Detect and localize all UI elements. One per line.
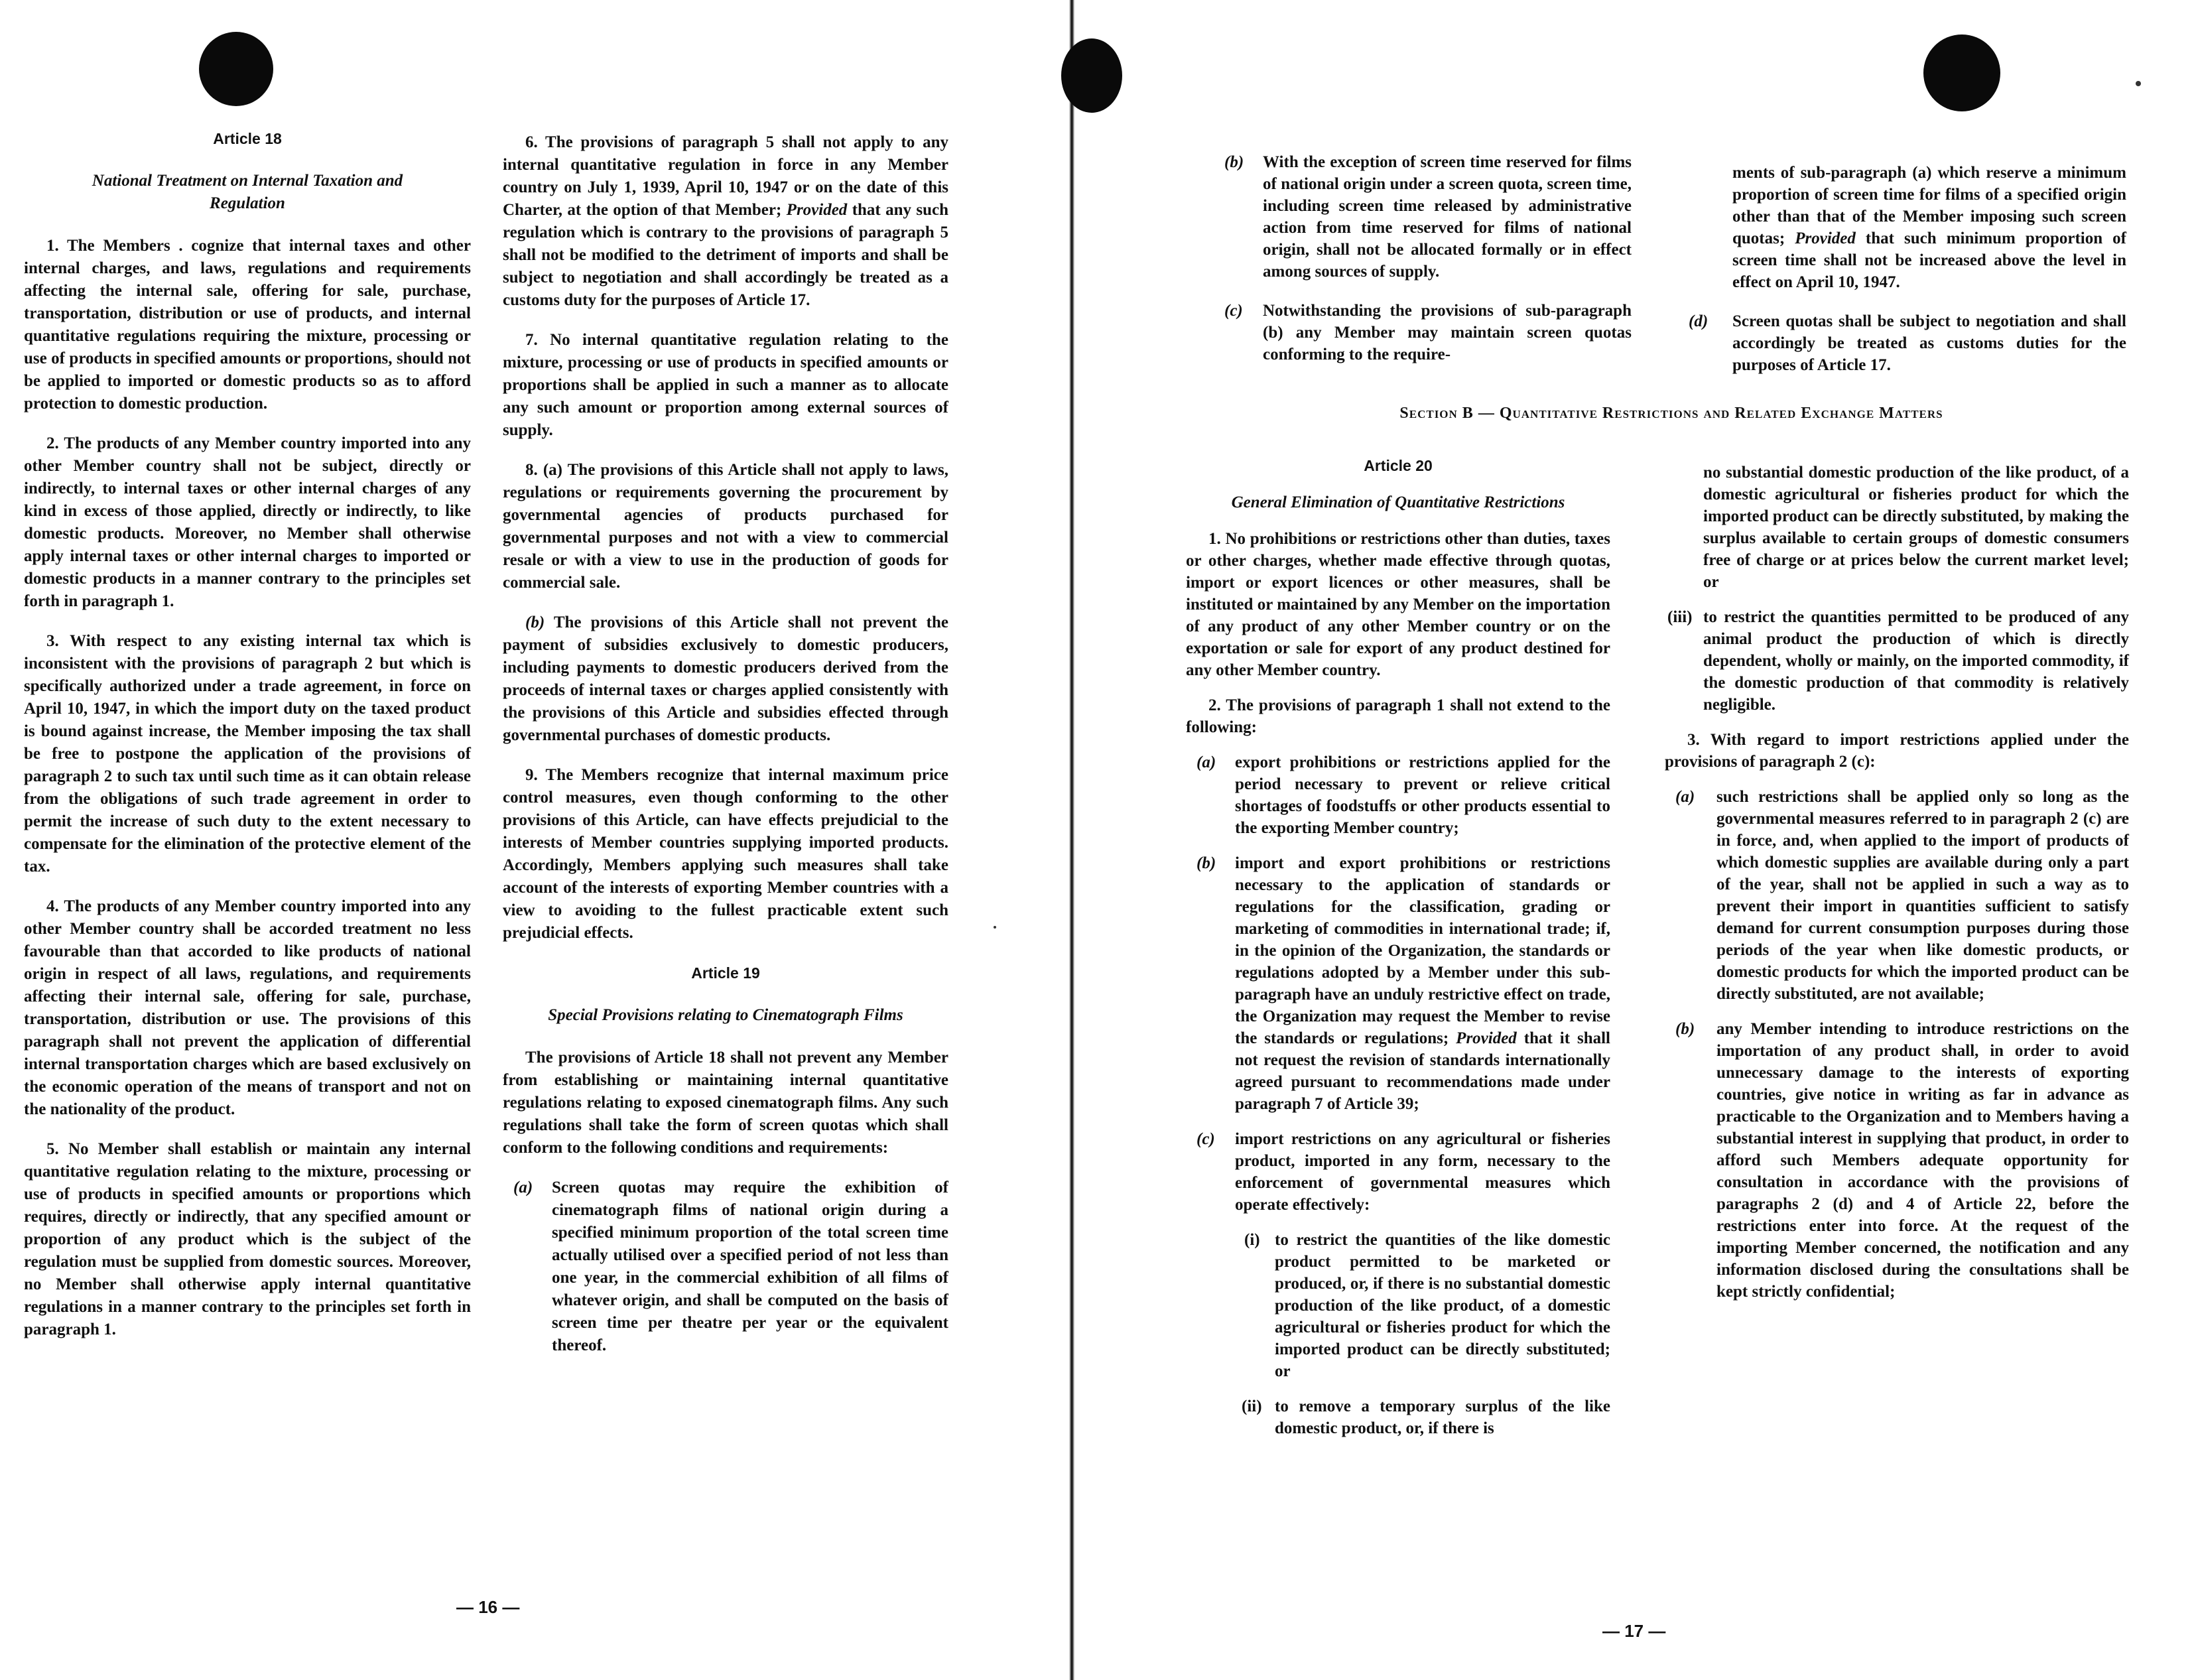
punch-hole	[199, 32, 273, 106]
paragraph-8b	[503, 612, 948, 747]
item-b-label: (b)	[1196, 854, 1216, 872]
book-gutter	[1069, 0, 1074, 1680]
item-c-label: (c)	[1196, 1130, 1215, 1148]
article-20-title: Article 20	[1364, 457, 1433, 474]
item-c-cont-text-b: that such minimum proportion of screen time shall not be increased above the level in effect on April 10, 1947.	[1732, 229, 2126, 291]
article-20-subtitle: General Elimination of Quantitative Restrictions	[1231, 493, 1565, 511]
paragraph-9: 9. The Members recognize that internal maximum price control measures, even though conforming to the other provisions of this Article, can have effects prejudicial to the interests of Member countries supplying imported products. Accordingly, Members applying such measures shall take account of the interests of exporting Member countries with a view to avoiding to the fullest practicable extent such prejudicial effects.	[503, 766, 948, 942]
left-column-2	[503, 131, 948, 1374]
item-d-text: Screen quotas shall be subject to negotiation and shall accordingly be treated as customs duties for the purposes of Article 17.	[1732, 312, 2126, 374]
page-number-16: — 16 —	[456, 1597, 520, 1617]
item-b-label: (b)	[1675, 1020, 1695, 1038]
subitem-ii-text: to remove a temporary surplus of the like domestic product, or, if there is	[1275, 1397, 1610, 1437]
article-20-paragraph-1: 1. No prohibitions or restrictions other than duties, taxes or other charges, whether made effective through quotas, import or export licences or other measures, shall be instituted or maintained by any Member on the importation of any product of any other Member country or on the exportation or sale for export of any product destined for any other Member country.	[1186, 530, 1610, 679]
paragraph-6-text-b: that any such regulation which is contrary to the provisions of paragraph 5 shall not be modified to the detriment of imports and shall be subject to negotiation and shall accordingly be treated as a customs duty for the purposes of Article 17.	[503, 201, 949, 309]
paragraph-6	[503, 131, 948, 312]
item-c-cont-text-a: ments of sub-paragraph (a) which reserve a minimum proportion of screen time for films of a specified origin other than that of the Member imposing such screen quotas;	[1732, 164, 2126, 247]
subitem-ii-label: (ii)	[1242, 1397, 1262, 1415]
paragraph-6-provided: Provided	[786, 201, 848, 219]
article-18-title: Article 18	[213, 130, 282, 147]
subitem-ii-cont-text: no substantial domestic production of the like product, of a domestic agricultural or fisheries product for which the imported product can be directly substituted, by making the surplus available to certain groups of domestic consumers free of charge or at prices below the current market level; or	[1703, 464, 2129, 591]
paragraph-4: 4. The products of any Member country imported into any other Member country shall be accorded treatment no less favourable than that accorded to like products of national origin in respect of all laws, regulations, and requirements affecting their internal sale, offering for sale, purchase, transportation, distribution or use. The provisions of this paragraph shall not prevent the application of differential internal transportation charges which are based exclusively on the economic operation of the means of transport and not on the nationality of the product.	[24, 897, 471, 1118]
article-19-title: Article 19	[691, 964, 760, 982]
item-c-text: import restrictions on any agricultural or fisheries product, imported in any form, necessary to the enforcement of governmental measures which operate effectively:	[1235, 1130, 1610, 1214]
item-a-label: (a)	[1675, 788, 1695, 806]
paragraph-8b-text: The provisions of this Article shall not prevent the payment of subsidies exclusively to domestic producers, including payments to domestic producers derived from the proceeds of internal taxes or charges applied consistently with the provisions of this Article and subsidies effected through governmental purchases of domestic products.	[503, 614, 948, 744]
paragraph-8a-text: The provisions of this Article shall not apply to laws, regulations or requirements governing the procurement by governmental agencies of products purchased for governmental purposes and not with a view to commercial resale or with a view to use in the production of goods for commercial sale.	[503, 461, 948, 592]
item-d-label: (d)	[1689, 312, 1709, 330]
article-18-subtitle: National Treatment on Internal Taxation and Regulation	[92, 172, 403, 212]
subitem-iii-text: to restrict the quantities permitted to be produced of any animal product the production of which is directly dependent, wholly or mainly, on the imported commodity, if the domestic production of that commodity is relatively negligible.	[1703, 608, 2129, 714]
article-20-item-b	[1186, 852, 1610, 1115]
item-c	[1214, 300, 1632, 365]
left-column-1	[24, 127, 471, 1358]
item-b	[1214, 151, 1632, 283]
paragraph-8b-label: (b)	[525, 614, 545, 631]
article-20-item-c	[1186, 1128, 1610, 1216]
article-19-subtitle: Special Provisions relating to Cinematograph Films	[548, 1006, 903, 1024]
subitem-ii-continued	[1665, 462, 2129, 593]
subitem-i-label: (i)	[1244, 1231, 1260, 1249]
scan-speck	[2136, 81, 2141, 86]
item-a-text: such restrictions shall be applied only so long as the governmental measures referred to in paragraph 2 (c) are in force, and, when applied to the import of products of which domestic supplies are available during only a part of the year, shall not be applied in such a way as to prevent their import in quantities sufficient to satisfy demand for current consumption purposes during those periods of the year when like domestic products, or domestic products for which the imported product can be directly substituted, are not available;	[1716, 788, 2129, 1003]
item-a-label: (a)	[513, 1179, 533, 1196]
item-c-label: (c)	[1224, 302, 1243, 320]
subitem-i-text: to restrict the quantities of the like domestic product permitted to be marketed or produced, or, if there is no substantial domestic production of the like product, of a domestic agricultural or fisheries product for which the imported product can be directly substituted; or	[1275, 1231, 1610, 1380]
paragraph-1: 1. The Members . cognize that internal taxes and other internal charges, and laws, regulations and requirements affecting the internal sale, offering for sale, purchase, transportation, distribution or use of products, and internal quantitative regulations requiring the mixture, processing or use of products in specified amounts or proportions, should not be applied to imported or domestic products so as to afford protection to domestic production.	[24, 237, 471, 413]
right-column-3	[1186, 455, 1610, 1439]
item-c-continued	[1689, 162, 2126, 293]
paragraph-5: 5. No Member shall establish or maintain any internal quantitative regulation relating to the mixture, processing or use of products in specified amounts or proportions which requires, directly or indirectly, that any specified amount or proportion of any product which is the subject of the regulation must be supplied from domestic sources. Moreover, no Member shall otherwise apply internal quantitative regulations in a manner contrary to the principles set forth in paragraph 1.	[24, 1140, 471, 1338]
article-19-item-a	[503, 1177, 948, 1357]
right-column-1	[1214, 151, 1632, 383]
right-page	[1074, 0, 2194, 1680]
right-column-4	[1665, 462, 2129, 1303]
left-page	[0, 0, 1074, 1680]
article-20-subitem-i	[1186, 1229, 1610, 1382]
page-number-17: — 17 —	[1602, 1621, 1666, 1641]
paragraph-3-item-b	[1665, 1018, 2129, 1303]
item-a-text: export prohibitions or restrictions applied for the period necessary to prevent or relieve critical shortages of foodstuffs or other products essential to the exporting Member country;	[1235, 753, 1610, 837]
punch-hole-left	[1061, 38, 1122, 113]
article-20-item-a	[1186, 751, 1610, 839]
item-a-text: Screen quotas may require the exhibition of cinematograph films of national origin during a specified minimum proportion of the total screen time actually utilised over a specified period of not less than one year, in the commercial exhibition of all films of whatever origin, and shall be computed on the basis of screen time per theatre per year or the equivalent thereof.	[552, 1179, 948, 1354]
right-column-2	[1689, 162, 2126, 393]
item-b-label: (b)	[1224, 153, 1244, 171]
scan-speck	[994, 926, 996, 929]
article-20-paragraph-3: 3. With regard to import restrictions applied under the provisions of paragraph 2 (c):	[1665, 731, 2129, 771]
article-19-paragraph: The provisions of Article 18 shall not prevent any Member from establishing or maintaining internal quantitative regulations relating to exposed cinematograph films. Any such regulations shall take the form of screen quotas which shall conform to the following conditions and requirements:	[503, 1049, 948, 1157]
subitem-iii	[1665, 606, 2129, 716]
paragraph-6-text-a: 6. The provisions of paragraph 5 shall not apply to any internal quantitative regulation in force in any Member country on July 1, 1939, April 10, 1947 or on the date of this Charter, at the option of that Member;	[503, 133, 948, 219]
paragraph-3-item-a	[1665, 786, 2129, 1005]
paragraph-7: 7. No internal quantitative regulation relating to the mixture, processing or use of products in specified amounts or proportions shall be applied in such a manner as to allocate any such amount or proportion among external sources of supply.	[503, 331, 948, 439]
item-b-text: any Member intending to introduce restrictions on the importation of any product shall, in order to avoid unnecessary damage to the interests of exporting countries, give notice in writing as far in advance as practicable to the Organization and to Members having a substantial interest in supplying that product, in order to afford such Members adequate opportunity for consultation in accordance with the provisions of paragraphs 2 (d) and 4 of Article 22, before the restrictions enter into force. At the request of the importing Member concerned, the notification and any information disclosed during the consultations shall be kept strictly confidential;	[1716, 1020, 2129, 1301]
paragraph-2: 2. The products of any Member country imported into any other Member country shall not be subject, directly or indirectly, to internal taxes or other internal charges of any kind in excess of those applied, directly or indirectly, to like domestic products. Moreover, no Member shall otherwise apply internal taxes or other internal charges to imported or domestic products in a manner contrary to the principles set forth in paragraph 1.	[24, 434, 471, 610]
paragraph-8a-label: 8. (a)	[525, 461, 562, 479]
item-c-provided: Provided	[1795, 229, 1856, 247]
article-20-paragraph-2: 2. The provisions of paragraph 1 shall not extend to the following:	[1186, 696, 1610, 736]
item-b-text-a: import and export prohibitions or restrictions necessary to the application of standards or regulations for the classification, grading or marketing of commodities in international trade; if, in the opinion of the Organization, the standards or regulations adopted by a Member under this sub-paragraph have an unduly restrictive effect on trade, the Organization may request the Member to revise the standards or regulations;	[1235, 854, 1610, 1047]
punch-hole	[1923, 34, 2000, 111]
item-b-text-b: that it shall not request the revision of standards internationally agreed pursuant to recommendations made under paragraph 7 of Article 39;	[1235, 1029, 1611, 1113]
paragraph-8a	[503, 459, 948, 594]
paragraph-3: 3. With respect to any existing internal tax which is inconsistent with the provisions of paragraph 2 but which is specifically authorized under a trade agreement, in force on April 10, 1947, in which the import duty on the taxed product is bound against increase, the Member imposing the tax shall be free to postpone the application of the provisions of paragraph 2 to such tax until such time as it can obtain release from the obligations of such trade agreement in order to permit the increase of such duty to the extent necessary to compensate for the elimination of the protective element of the tax.	[24, 632, 471, 875]
item-c-text: Notwithstanding the provisions of sub-paragraph (b) any Member may maintain screen quotas conforming to the require-	[1263, 302, 1632, 363]
subitem-iii-label: (iii)	[1667, 608, 1693, 626]
item-a-label: (a)	[1196, 753, 1216, 771]
item-b-provided: Provided	[1456, 1029, 1517, 1047]
item-b-text: With the exception of screen time reserved for films of national origin under a screen quota, screen time, including screen time released by administrative action from time reserved for films of national origin, shall not be allocated formally or in effect among sources of supply.	[1263, 153, 1632, 281]
item-d	[1689, 310, 2126, 376]
section-b-heading: Section B — Quantitative Restrictions and Related Exchange Matters	[1399, 405, 1943, 422]
article-20-subitem-ii	[1186, 1395, 1610, 1439]
